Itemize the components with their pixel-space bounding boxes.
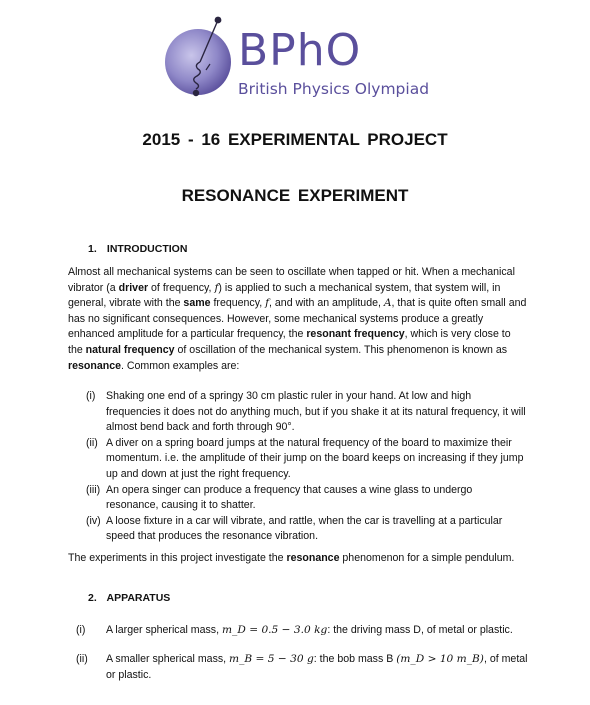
section-number: 1.: [88, 243, 97, 255]
apparatus-item: (ii) A smaller spherical mass, m_B = 5 − 30 g: the bob mass B (m_D > 10 m_B), of metal or plastic.: [76, 653, 528, 681]
logo-wordmark: BPhO: [238, 25, 362, 76]
logo-subtitle: British Physics Olympiad: [238, 80, 430, 98]
closing-paragraph: The experiments in this project investigate the resonance phenomenon for a simple pendulum.: [68, 552, 515, 564]
section-heading-apparatus: [88, 592, 170, 604]
document-title: 2015 - 16 EXPERIMENTAL PROJECT: [142, 130, 448, 149]
intro-paragraph: Almost all mechanical systems can be seen to oscillate when tapped or hit. When a mechanical vibrator (a driver of frequency, f) is applied to such a mechanical system, that system will, in general, vibrate with the same frequency, f, and with an amplitude, A, that is quite often small and has no significant consequences. However, some mechanical systems produce a greatly enhanced amplitude for a particular frequency, the resonant frequency, which is very close to the natural frequency of oscillation of the mechanical system. This phenomenon is known as resonance. Common examples are:: [68, 266, 527, 372]
document-subtitle: RESONANCE EXPERIMENT: [181, 186, 409, 205]
list-item: (i) Shaking one end of a springy 30 cm plastic ruler in your hand. At low and high frequencies it does not do anything much, but if you shake it at its natural frequency, it will almost bend back and forth through 90°.: [86, 390, 526, 434]
list-item: (iii) An opera singer can produce a frequency that causes a wine glass to undergo resonance, causing it to shatter.: [86, 483, 473, 512]
section-number: 2.: [88, 592, 97, 604]
examples-list: [86, 389, 526, 545]
apparatus-item: (i) A larger spherical mass, m_D = 0.5 − 3.0 kg: the driving mass D, of metal or plastic.: [76, 624, 513, 636]
pendulum-globe-icon: [160, 14, 240, 106]
section-title: APPARATUS: [106, 592, 171, 604]
section-heading-introduction: [88, 243, 187, 255]
list-item: (ii) A diver on a spring board jumps at the natural frequency of the board to maximize their momentum. i.e. the amplitude of their jump on the board keeps on increasing if they jump up and down at just the right frequency.: [86, 436, 524, 480]
list-item: (iv) A loose fixture in a car will vibrate, and rattle, when the car is travelling at a particular speed that produces the resonance vibration.: [86, 514, 503, 543]
section-title: INTRODUCTION: [106, 243, 188, 255]
bpho-logo: [160, 14, 440, 106]
